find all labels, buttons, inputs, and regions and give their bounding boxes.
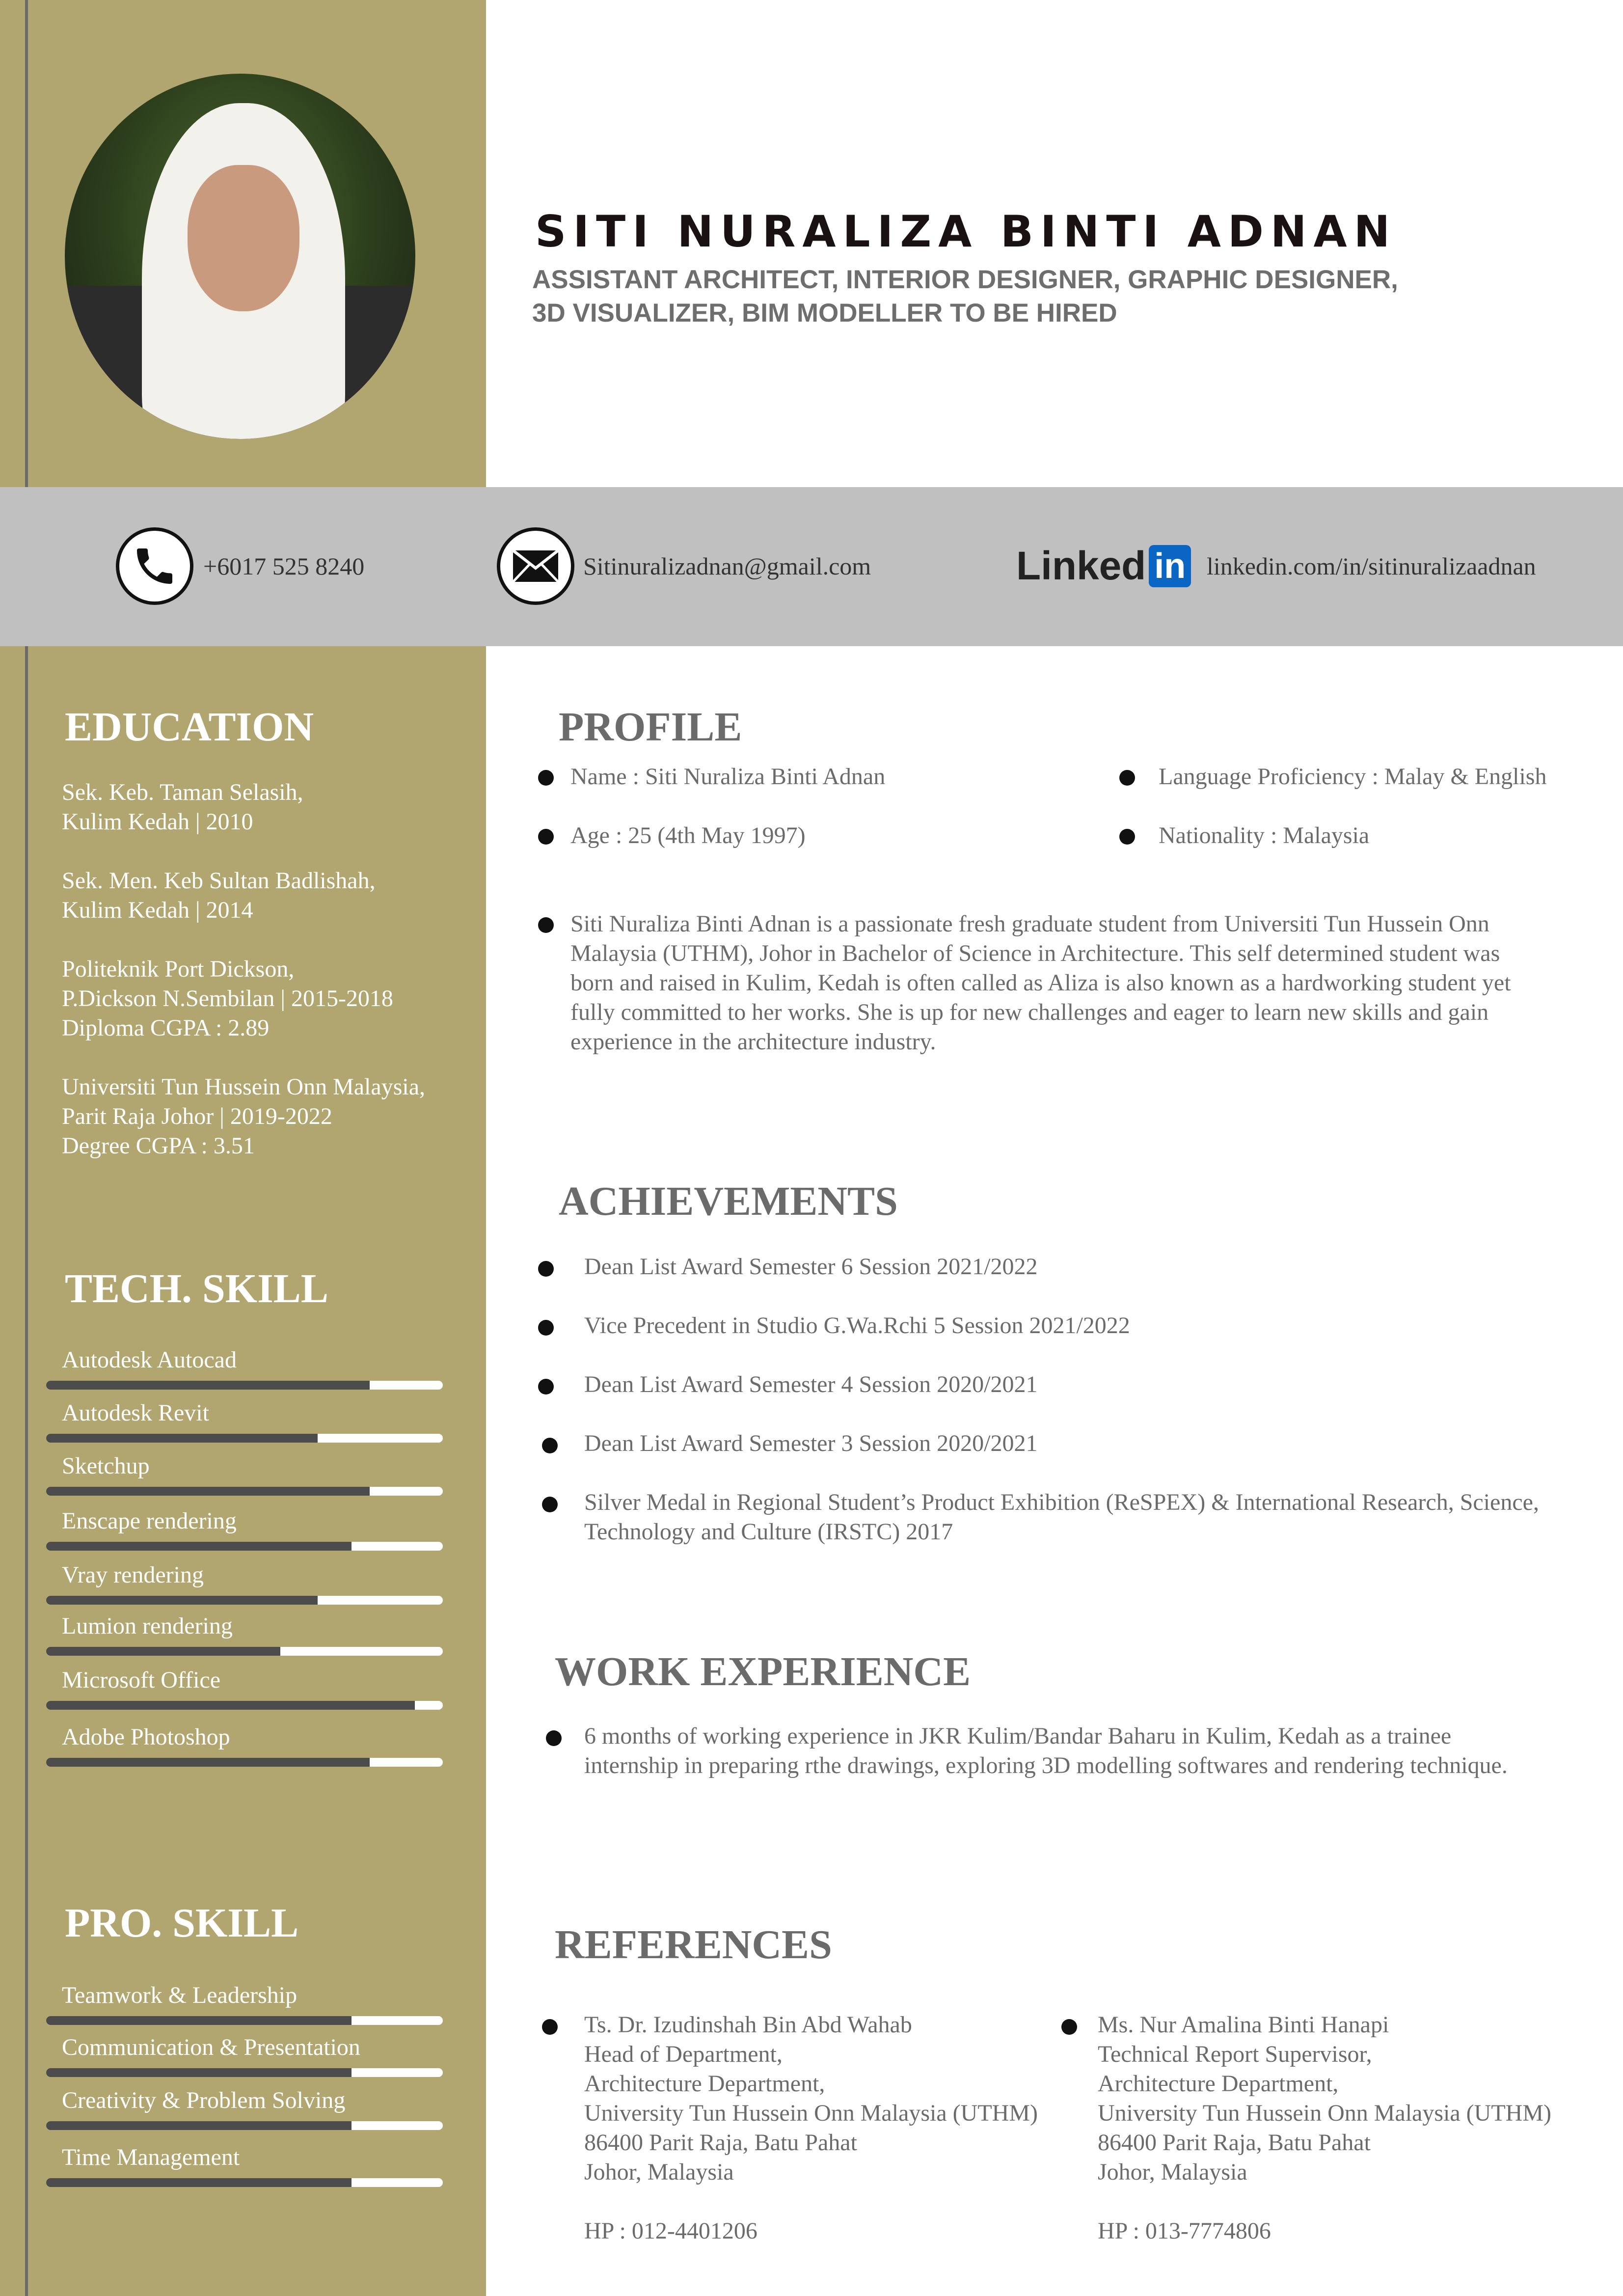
profile-photo [65,74,415,439]
profile-heading: PROFILE [559,704,742,750]
pro-skill-bar [46,2016,443,2025]
tech-skill-label: Sketchup [62,1453,150,1479]
candidate-name: SITI NURALIZA BINTI ADNAN [535,206,1397,257]
tech-skill-label: Lumion rendering [62,1613,233,1639]
profile-language: Language Proficiency : Malay & English [1159,764,1547,790]
bullet [542,1438,558,1453]
bullet [538,770,554,786]
education-entry: Universiti Tun Hussein Onn Malaysia, Parit Raja Johor | 2019-2022 Degree CGPA : 3.51 [62,1074,426,1159]
work-experience-heading: WORK EXPERIENCE [555,1649,971,1695]
tech-skill-bar [46,1487,443,1496]
reference-phone: HP : 013-7774806 [1098,2218,1271,2244]
bullet [1119,829,1135,845]
tech-skill-label: Autodesk Autocad [62,1347,237,1373]
tech-skill-bar-fill [46,1596,318,1605]
candidate-title: ASSISTANT ARCHITECT, INTERIOR DESIGNER, GRAPHIC DESIGNER, 3D VISUALIZER, BIM MODELLER TO BE HIRED [532,265,1398,328]
achievement-item: Dean List Award Semester 4 Session 2020/2021 [584,1371,1038,1397]
tech-skill-bar [46,1381,443,1390]
tech-skill-bar [46,1701,443,1710]
tech-skill-bar-fill [46,1758,370,1767]
references-heading: REFERENCES [555,1922,832,1968]
email-address[interactable]: Sitinuralizadnan@gmail.com [583,552,871,580]
pro-skill-heading: PRO. SKILL [65,1900,299,1946]
tech-skill-bar-fill [46,1434,318,1443]
sidebar-divider [25,0,28,2296]
linkedin-icon: Linked in [1016,543,1191,589]
pro-skill-label: Communication & Presentation [62,2034,360,2060]
pro-skill-bar-fill [46,2178,352,2187]
tech-skill-label: Vray rendering [62,1562,204,1588]
education-entry: Sek. Keb. Taman Selasih, Kulim Kedah | 2010 [62,779,303,835]
tech-skill-bar-fill [46,1542,352,1551]
tech-skill-bar [46,1758,443,1767]
pro-skill-label: Teamwork & Leadership [62,1982,298,2008]
tech-skill-label: Microsoft Office [62,1667,221,1693]
achievement-item: Dean List Award Semester 3 Session 2020/2021 [584,1430,1038,1456]
bullet [538,917,554,933]
tech-skill-label: Adobe Photoshop [62,1724,230,1750]
achievement-item: Dean List Award Semester 6 Session 2021/2022 [584,1254,1038,1280]
profile-name: Name : Siti Nuraliza Binti Adnan [570,764,886,790]
work-experience-item: 6 months of working experience in JKR Kulim/Bandar Baharu in Kulim, Kedah as a trainee internship in preparing rthe drawings, exploring 3D modelling softwares and rendering technique. [584,1723,1508,1778]
phone-number[interactable]: +6017 525 8240 [203,552,365,580]
tech-skill-bar-fill [46,1487,370,1496]
profile-nationality: Nationality : Malaysia [1159,822,1370,848]
bullet [1061,2019,1077,2035]
linkedin-url[interactable]: linkedin.com/in/sitinuralizaadnan [1207,552,1536,580]
pro-skill-bar [46,2121,443,2130]
profile-summary: Siti Nuraliza Binti Adnan is a passionate fresh graduate student from Universiti Tun Hussein Onn Malaysia (UTHM), Johor in Bachelor of Science in Architecture. This self determined student was born and raised in Kulim, Kedah is often called as Aliza is also known as a hardworking student yet fully committed to her works. She is up for new challenges and eager to learn new skills and gain experience in the architecture industry. [570,911,1511,1055]
pro-skill-bar-fill [46,2068,352,2077]
pro-skill-label: Time Management [62,2144,240,2170]
reference-phone: HP : 012-4401206 [584,2218,757,2244]
achievements-heading: ACHIEVEMENTS [559,1178,898,1224]
pro-skill-bar-fill [46,2121,352,2130]
tech-skill-bar-fill [46,1647,280,1656]
achievement-item: Vice Precedent in Studio G.Wa.Rchi 5 Session 2021/2022 [584,1312,1130,1339]
tech-skill-bar-fill [46,1381,370,1390]
tech-skill-label: Enscape rendering [62,1508,237,1534]
mail-icon [497,527,574,605]
phone-icon [116,527,193,605]
education-entry: Politeknik Port Dickson, P.Dickson N.Sembilan | 2015-2018 Diploma CGPA : 2.89 [62,956,393,1041]
tech-skill-bar [46,1596,443,1605]
bullet [538,1261,554,1277]
bullet [542,1497,558,1512]
tech-skill-heading: TECH. SKILL [65,1266,328,1312]
bullet [542,2019,558,2035]
education-heading: EDUCATION [65,704,314,750]
tech-skill-bar [46,1434,443,1443]
bullet [538,1379,554,1394]
pro-skill-bar [46,2068,443,2077]
pro-skill-bar-fill [46,2016,352,2025]
profile-age: Age : 25 (4th May 1997) [570,822,806,848]
bullet [1119,770,1135,786]
bullet [546,1730,562,1746]
tech-skill-bar [46,1647,443,1656]
reference-item: Ts. Dr. Izudinshah Bin Abd Wahab Head of Department, Architecture Department, University Tun Hussein Onn Malaysia (UTHM) 86400 Parit Raja, Batu Pahat Johor, Malaysia HP : 012-4401206 [584,2010,1038,2246]
education-entry: Sek. Men. Keb Sultan Badlishah, Kulim Kedah | 2014 [62,868,376,923]
tech-skill-bar-fill [46,1701,415,1710]
tech-skill-bar [46,1542,443,1551]
bullet [538,1320,554,1336]
bullet [538,829,554,845]
reference-item: Ms. Nur Amalina Binti Hanapi Technical Report Supervisor, Architecture Department, University Tun Hussein Onn Malaysia (UTHM) 86400 Parit Raja, Batu Pahat Johor, Malaysia HP : 013-7774806 [1098,2010,1551,2246]
achievement-item: Silver Medal in Regional Student’s Product Exhibition (ReSPEX) & International Research, Science, Technology and Culture (IRSTC) 2017 [584,1489,1539,1545]
pro-skill-bar [46,2178,443,2187]
tech-skill-label: Autodesk Revit [62,1400,209,1426]
pro-skill-label: Creativity & Problem Solving [62,2087,346,2113]
